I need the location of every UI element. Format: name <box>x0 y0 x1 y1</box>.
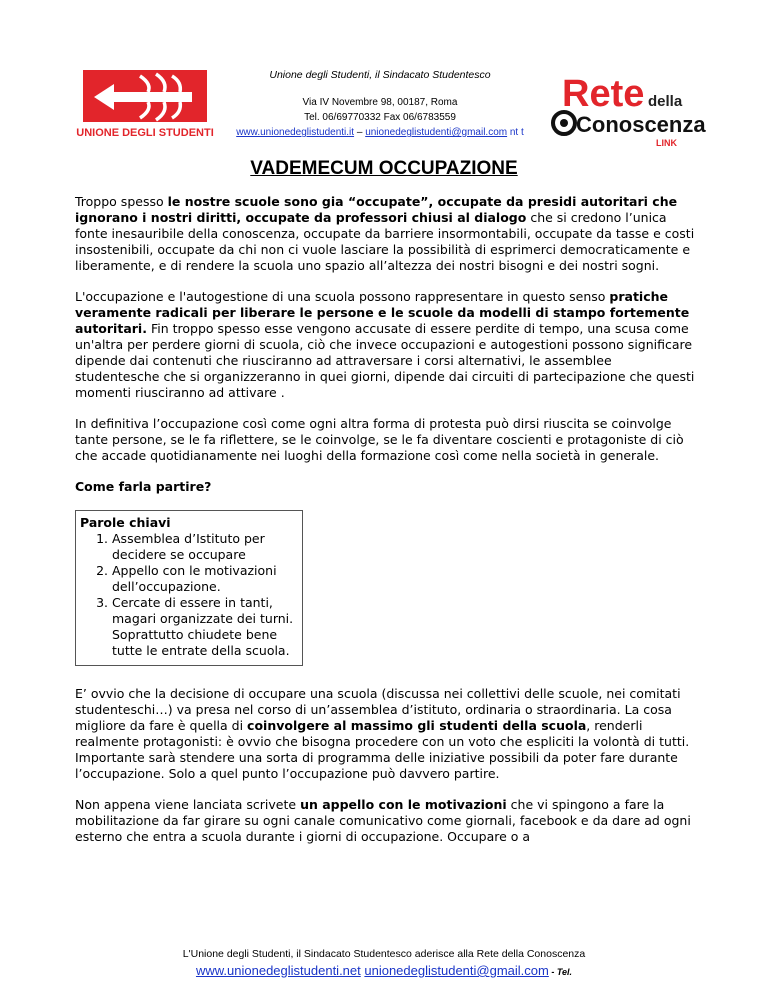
footer-tel: - Tel. <box>548 967 573 977</box>
contact-links <box>215 125 545 140</box>
email-link[interactable]: unionedeglistudenti@gmail.com <box>365 127 508 138</box>
org-line: Unione degli Studenti, il Sindacato Studentesco <box>269 69 491 81</box>
paragraph-decision: E’ ovvio che la decisione di occupare una scuola (discussa nei collettivi delle scuole, nei comitati studenteschi…) va presa nel corso di un’assemblea d’istituto, ordinaria o straordinaria. La cosa migliore da fare è quella di coinvolgere al massimo gli studenti della scuola, renderli realmente protagonisti: è ovvio che bisogna procedere con un voto che espliciti la volontà di tutti. Importante sarà stendere una sorta di programma delle iniziative possibili da poter fare durante l’occupazione. Solo a quel punto l’occupazione può davvero partire. <box>75 686 690 781</box>
svg-text:LINK: LINK <box>656 138 677 148</box>
keywords-title: Parole chiavi <box>80 515 171 530</box>
document-body <box>75 194 700 860</box>
keyword-item: 2. Appello con le motivazioni dell’occupazione. <box>112 563 298 595</box>
rete-conoscenza-logo <box>548 68 706 148</box>
paragraph-occupation-meaning: L'occupazione e l'autogestione di una scuola possono rappresentare in questo senso pratiche veramente radicali per liberare le persone e le scuole da modelli di stampo fortemente autoritari. Fin troppo spesso esse vengono accusate di essere perdite di tempo, una scusa come un'altra per perdere giorni di scuola, ciò che invece occupazioni e autogestioni possono significare dipende dai contenuti che riusciranno ad attraversare i corsi alternativi, le assemblee studentesche che si organizzeranno in quei giorni, dipende dai circuiti di partecipazione che questi momenti riusciranno ad attivare . <box>75 289 695 400</box>
uds-logo <box>76 70 214 140</box>
footer-note: L'Unione degli Studenti, il Sindacato Studentesco aderisce alla Rete della Conoscenza <box>182 948 586 960</box>
section-heading: Come farla partire? <box>75 479 212 494</box>
footer-contacts <box>0 963 768 978</box>
keywords-box <box>75 510 303 666</box>
page-footer <box>0 948 768 978</box>
paragraph-conclusion: In definitiva l’occupazione così come ogni altra forma di protesta può dirsi riuscita se coinvolge tante persone, se le fa riflettere, se le coinvolge, se le fa diventare coscienti e protagoniste di ciò che accade quotidianamente nei luoghi della formazione così come nella società in generale. <box>75 416 684 463</box>
keyword-item: 1. Assemblea d’Istituto per decidere se occupare <box>112 531 298 563</box>
svg-text:Rete: Rete <box>562 73 645 115</box>
svg-text:della: della <box>648 93 683 110</box>
keyword-item: 3. Cercate di essere in tanti, magari organizzate dei turni. Soprattutto chiudete bene tutte le entrate della scuola. <box>112 595 298 659</box>
keywords-list <box>80 531 298 659</box>
footer-email-link[interactable]: unionedeglistudenti@gmail.com <box>364 963 549 978</box>
letterhead <box>215 68 545 140</box>
footer-website-link[interactable]: www.unionedeglistudenti.net <box>195 963 361 978</box>
link-separator: – <box>354 127 366 138</box>
website-link[interactable]: www.unionedeglistudenti.it <box>236 127 355 138</box>
svg-text:UNIONE DEGLI STUDENTI: UNIONE DEGLI STUDENTI <box>76 127 214 139</box>
text-fragment: nt t <box>507 127 524 138</box>
address-line: Via IV Novembre 98, 00187, Roma <box>302 97 458 108</box>
phone-fax-line: Tel. 06/69770332 Fax 06/6783559 <box>304 112 456 123</box>
svg-text:Conoscenza: Conoscenza <box>576 112 706 137</box>
paragraph-appeal: Non appena viene lanciata scrivete un appello con le motivazioni che vi spingono a fare la mobilitazione da far girare su ogni canale comunicativo come giornali, facebook e da dare ad ogni esterno che entra a scuola durante i giorni di occupazione. Occupare o a <box>75 797 691 844</box>
document-title: VADEMECUM OCCUPAZIONE <box>250 158 518 179</box>
paragraph-intro: Troppo spesso le nostre scuole sono gia “occupate”, occupate da presidi autoritari che ignorano i nostri diritti, occupate da professori chiusi al dialogo che si credono l’unica fonte inesauribile della conoscenza, occupate da barriere insormontabili, occupate da tasse e costi insostenibili, occupate da chi non ci vuole lasciare la possibilità di esprimerci democraticamente e liberamente, e di rendere la scuola uno spazio all’altezza dei nostri bisogni e dei nostri sogni. <box>75 194 695 273</box>
